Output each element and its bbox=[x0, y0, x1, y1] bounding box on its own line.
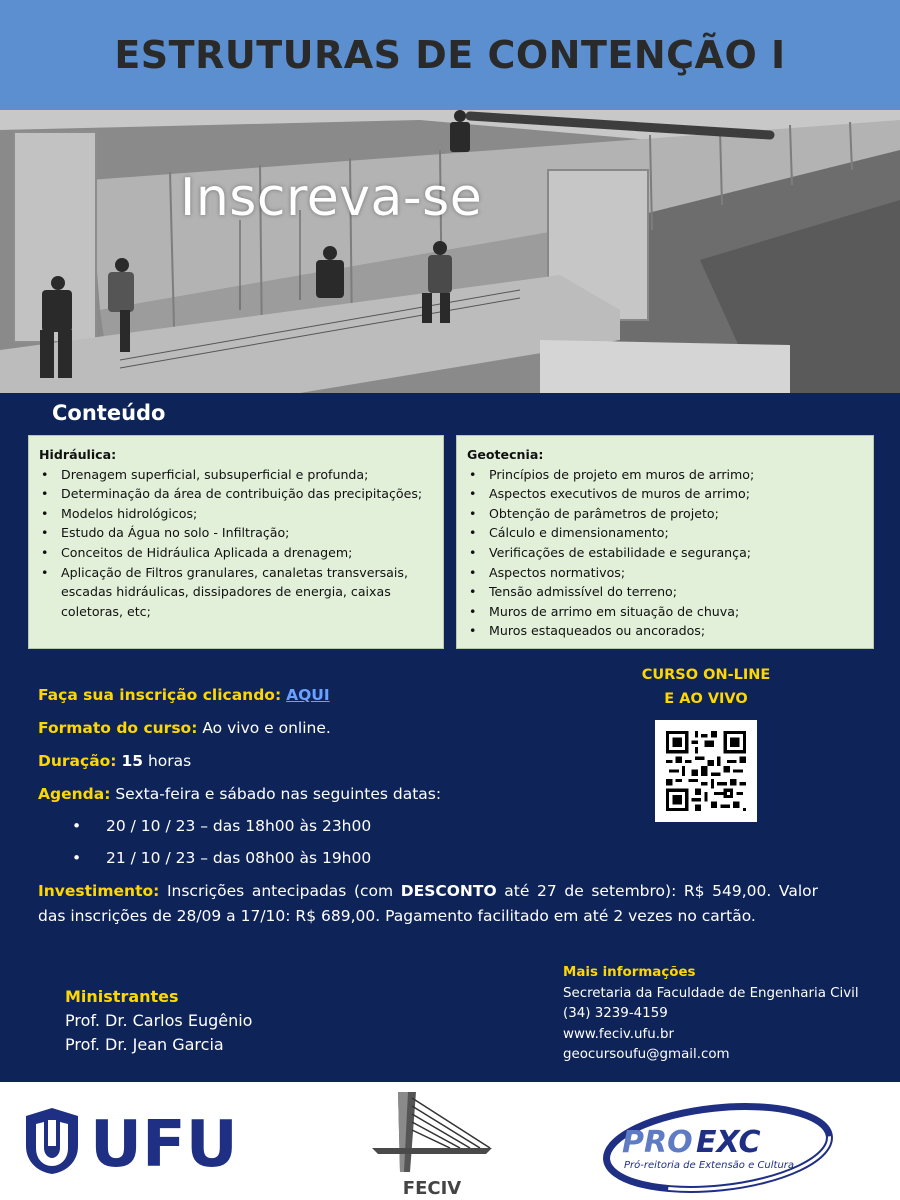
list-item: • Conceitos de Hidráulica Aplicada a drenagem; bbox=[39, 543, 433, 563]
list-item: • Aplicação de Filtros granulares, canaletas transversais, escadas hidráulicas, dissipadores de energia, caixas coletoras, etc; bbox=[39, 563, 433, 622]
proexc-wordmark-a: PRO bbox=[622, 1125, 693, 1160]
ufu-wordmark: UFU bbox=[90, 1108, 238, 1176]
duracao-unit: horas bbox=[147, 752, 192, 770]
hidraulica-title: Hidráulica: bbox=[39, 447, 117, 462]
contact-website[interactable]: www.feciv.ufu.br bbox=[563, 1026, 675, 1042]
list-item: • Obtenção de parâmetros de projeto; bbox=[467, 504, 863, 524]
bullet-icon: • bbox=[72, 849, 82, 867]
ministrantes-block bbox=[65, 985, 252, 1057]
qr-code-icon bbox=[666, 731, 746, 811]
bullet-icon: • bbox=[72, 817, 82, 835]
construction-photo bbox=[0, 110, 900, 393]
agenda-value: Sexta-feira e sábado nas seguintes datas: bbox=[115, 785, 442, 803]
date-item bbox=[38, 817, 371, 835]
list-item: • Verificações de estabilidade e segurança; bbox=[467, 543, 863, 563]
proexc-logo bbox=[600, 1098, 836, 1194]
list-item: • Drenagem superficial, subsuperficial e profunda; bbox=[39, 465, 433, 485]
online-line-1: CURSO ON-LINE bbox=[641, 667, 771, 683]
agenda-label: Agenda: bbox=[38, 785, 111, 803]
list-item: • Muros de arrimo em situação de chuva; bbox=[467, 602, 863, 622]
duracao-hours: 15 bbox=[121, 752, 144, 770]
proexc-wordmark-b: EXC bbox=[696, 1125, 761, 1160]
hidraulica-list bbox=[39, 465, 433, 622]
qr-code[interactable] bbox=[655, 720, 757, 822]
agenda-line bbox=[38, 785, 441, 803]
contact-department: Secretaria da Faculdade de Engenharia Civil bbox=[563, 985, 859, 1001]
date-item bbox=[38, 849, 371, 867]
page-title: ESTRUTURAS DE CONTENÇÃO I bbox=[114, 33, 786, 77]
ministrante-name: Prof. Dr. Jean Garcia bbox=[65, 1035, 224, 1054]
list-item: • Modelos hidrológicos; bbox=[39, 504, 433, 524]
signup-overlay-text[interactable]: Inscreva-se bbox=[180, 168, 483, 228]
formato-line bbox=[38, 719, 331, 737]
list-item: • Princípios de projeto em muros de arrimo; bbox=[467, 465, 863, 485]
duracao-label: Duração: bbox=[38, 752, 117, 770]
contact-title: Mais informações bbox=[563, 965, 696, 980]
title-banner bbox=[0, 0, 900, 110]
inscricao-line bbox=[38, 686, 330, 704]
footer-logos bbox=[0, 1082, 900, 1200]
list-item: • Cálculo e dimensionamento; bbox=[467, 523, 863, 543]
formato-label: Formato do curso: bbox=[38, 719, 198, 737]
ministrantes-title: Ministrantes bbox=[65, 987, 179, 1006]
contact-email[interactable]: geocursoufu@gmail.com bbox=[563, 1047, 730, 1062]
feciv-logo bbox=[370, 1088, 494, 1200]
geotecnia-title: Geotecnia: bbox=[467, 447, 544, 462]
list-item: • Muros estaqueados ou ancorados; bbox=[467, 621, 863, 641]
list-item: • Determinação da área de contribuição das precipitações; bbox=[39, 484, 433, 504]
proexc-swoosh-icon bbox=[600, 1098, 836, 1194]
investimento-paragraph bbox=[38, 879, 818, 929]
feciv-bridge-icon bbox=[370, 1088, 494, 1200]
date-text: 21 / 10 / 23 – das 08h00 às 19h00 bbox=[106, 849, 372, 867]
inscricao-link[interactable]: AQUI bbox=[286, 686, 330, 704]
list-item: • Tensão admissível do terreno; bbox=[467, 582, 863, 602]
inscricao-label: Faça sua inscrição clicando: bbox=[38, 686, 282, 704]
content-panel bbox=[0, 393, 900, 1082]
section-title: Conteúdo bbox=[52, 401, 166, 425]
contact-block bbox=[563, 963, 859, 1066]
hidraulica-box bbox=[28, 435, 444, 649]
online-badge bbox=[604, 663, 808, 711]
list-item: • Estudo da Água no solo - Infiltração; bbox=[39, 523, 433, 543]
formato-value: Ao vivo e online. bbox=[202, 719, 331, 737]
proexc-subtitle: Pró-reitoria de Extensão e Cultura bbox=[624, 1160, 795, 1171]
list-item: • Aspectos executivos de muros de arrimo; bbox=[467, 484, 863, 504]
date-text: 20 / 10 / 23 – das 18h00 às 23h00 bbox=[106, 817, 372, 835]
geotecnia-box bbox=[456, 435, 874, 649]
duracao-line bbox=[38, 752, 191, 770]
geotecnia-list bbox=[467, 465, 863, 641]
list-item: • Aspectos normativos; bbox=[467, 563, 863, 583]
ufu-emblem-icon bbox=[22, 1106, 282, 1176]
investimento-label: Investimento: bbox=[38, 882, 160, 900]
ministrante-name: Prof. Dr. Carlos Eugênio bbox=[65, 1011, 253, 1030]
retaining-wall-illustration bbox=[0, 110, 900, 393]
contact-phone: (34) 3239-4159 bbox=[563, 1006, 668, 1021]
desconto-text: DESCONTO bbox=[400, 882, 497, 900]
online-line-2: E AO VIVO bbox=[664, 691, 748, 707]
investimento-text-2: até 27 de setembro): R$ 549,00. Valor das inscrições de 28/09 a 17/10: R$ 689,00. Pagamento facilitado em até 2 vezes no cartão. bbox=[38, 882, 818, 925]
feciv-wordmark: FECIV bbox=[402, 1178, 462, 1199]
ufu-logo bbox=[22, 1106, 282, 1176]
investimento-text-1: Inscrições antecipadas (com bbox=[166, 882, 394, 900]
